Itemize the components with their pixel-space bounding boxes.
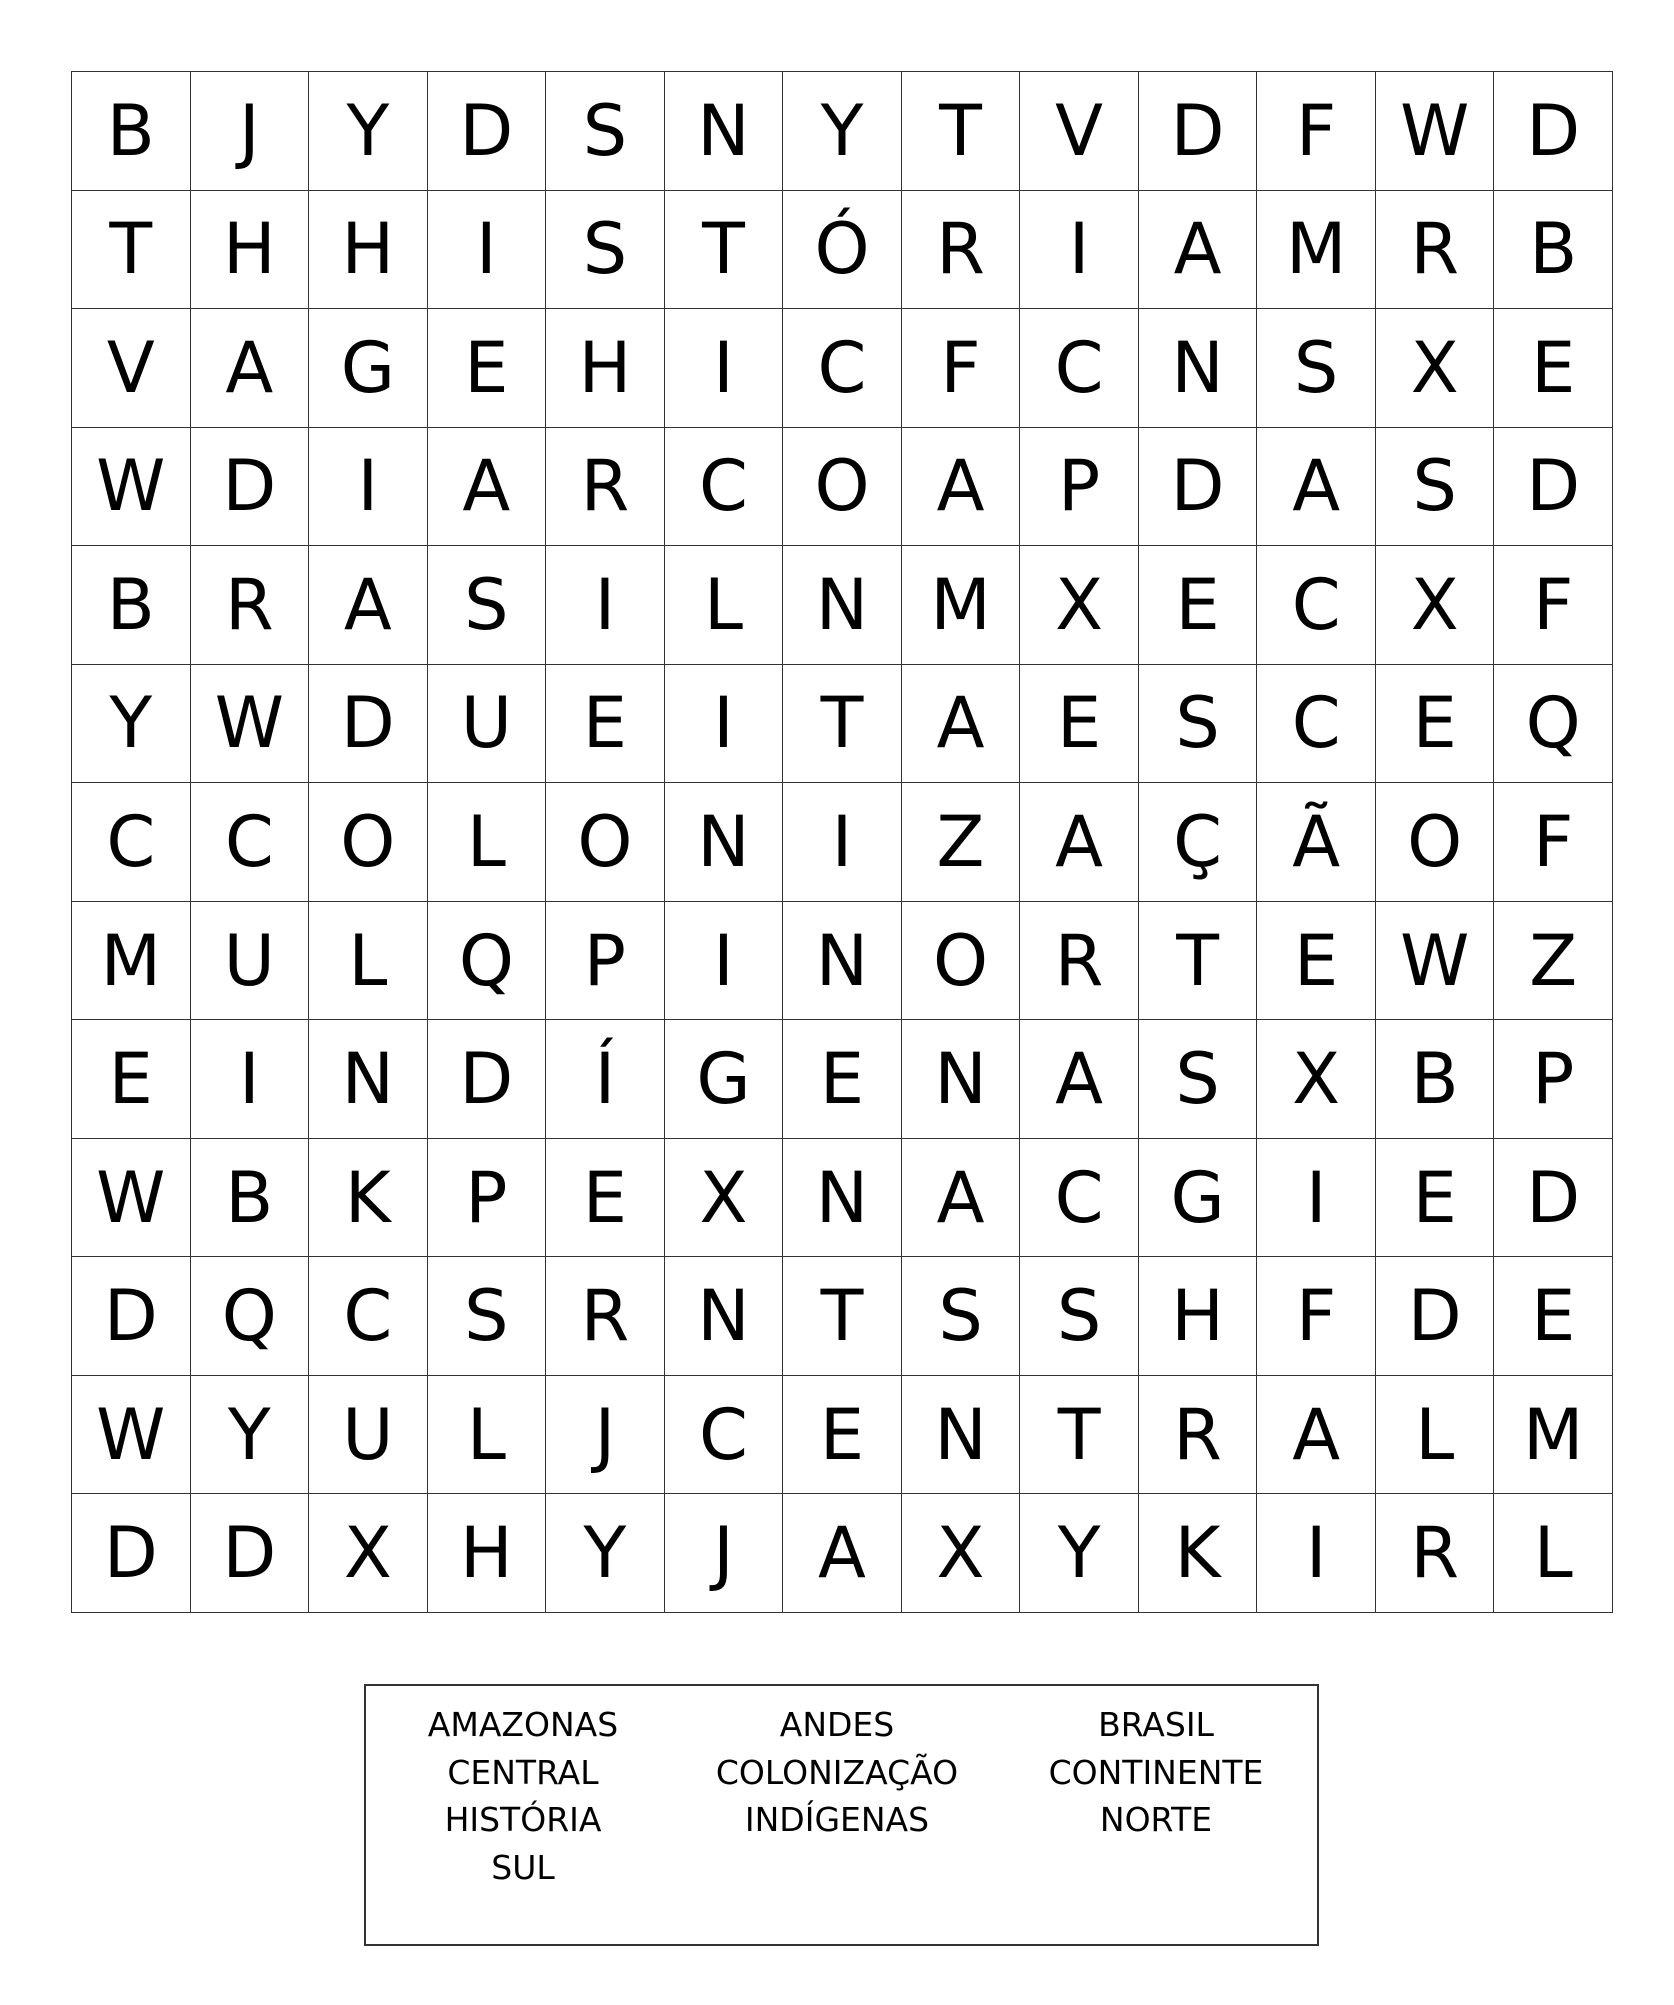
letter-cell[interactable]: S [546,72,665,191]
word-list-item: CENTRAL [447,1753,599,1792]
letter-cell[interactable]: O [309,783,428,902]
letter-cell[interactable]: I [1020,191,1139,310]
letter-cell[interactable]: V [1020,72,1139,191]
letter-cell[interactable]: T [902,72,1021,191]
letter-cell[interactable]: D [191,1494,310,1613]
letter-cell[interactable]: Q [191,1257,310,1376]
letter-cell[interactable]: E [1020,665,1139,784]
letter-cell[interactable]: P [1020,428,1139,547]
letter-cell[interactable]: A [1139,191,1258,310]
letter-cell[interactable]: G [309,309,428,428]
word-list-item: AMAZONAS [427,1705,619,1744]
letter-cell[interactable]: D [1139,428,1258,547]
letter-cell[interactable]: E [1376,665,1495,784]
letter-cell[interactable]: N [1139,309,1258,428]
letter-cell[interactable]: N [783,546,902,665]
letter-cell[interactable]: S [1020,1257,1139,1376]
letter-cell[interactable]: X [902,1494,1021,1613]
letter-cell[interactable]: I [1257,1494,1376,1613]
letter-cell[interactable]: R [1376,1494,1495,1613]
word-list-box [364,1684,1319,1946]
letter-cell[interactable]: P [546,902,665,1021]
letter-cell[interactable]: D [1494,72,1613,191]
letter-cell[interactable]: A [1257,1376,1376,1495]
letter-cell[interactable]: C [309,1257,428,1376]
letter-cell[interactable]: E [1494,309,1613,428]
letter-cell[interactable]: N [783,1139,902,1258]
letter-cell[interactable]: Ã [1257,783,1376,902]
letter-cell[interactable]: C [665,428,784,547]
letter-cell[interactable]: S [428,546,547,665]
word-list-item: SUL [491,1848,555,1887]
letter-cell[interactable]: C [191,783,310,902]
letter-cell[interactable]: E [72,1020,191,1139]
letter-cell[interactable]: H [191,191,310,310]
word-list-item: COLONIZAÇÃO [715,1753,959,1792]
letter-cell[interactable]: D [72,1494,191,1613]
letter-cell[interactable]: C [1257,665,1376,784]
letter-cell[interactable]: M [902,546,1021,665]
letter-cell[interactable]: N [902,1376,1021,1495]
letter-cell[interactable]: I [309,428,428,547]
letter-cell[interactable]: N [665,783,784,902]
letter-cell[interactable]: A [902,1139,1021,1258]
letter-cell[interactable]: N [309,1020,428,1139]
letter-cell[interactable]: Q [1494,665,1613,784]
letter-cell[interactable]: O [1376,783,1495,902]
letter-cell[interactable]: C [665,1376,784,1495]
letter-cell[interactable]: Y [783,72,902,191]
letter-cell[interactable]: J [546,1376,665,1495]
letter-cell[interactable]: I [783,783,902,902]
letter-cell[interactable]: R [1139,1376,1258,1495]
letter-cell[interactable]: I [1257,1139,1376,1258]
letter-cell[interactable]: D [428,1020,547,1139]
letter-cell[interactable]: W [72,1376,191,1495]
letter-cell[interactable]: O [902,902,1021,1021]
letter-cell[interactable]: Ó [783,191,902,310]
letter-cell[interactable]: W [1376,902,1495,1021]
letter-cell[interactable]: D [1494,1139,1613,1258]
letter-cell[interactable]: I [191,1020,310,1139]
letter-cell[interactable]: R [546,428,665,547]
letter-cell[interactable]: X [665,1139,784,1258]
word-search-grid [71,71,1613,1613]
letter-cell[interactable]: F [1494,546,1613,665]
letter-cell[interactable]: T [1139,902,1258,1021]
letter-cell[interactable]: H [428,1494,547,1613]
letter-cell[interactable]: S [1139,665,1258,784]
letter-cell[interactable]: I [665,665,784,784]
letter-cell[interactable]: A [1020,1020,1139,1139]
letter-cell[interactable]: B [1376,1020,1495,1139]
letter-cell[interactable]: E [546,1139,665,1258]
letter-cell[interactable]: G [665,1020,784,1139]
letter-cell[interactable]: S [428,1257,547,1376]
letter-cell[interactable]: E [1139,546,1258,665]
letter-cell[interactable]: Z [1494,902,1613,1021]
letter-cell[interactable]: R [902,191,1021,310]
letter-cell[interactable]: Y [191,1376,310,1495]
letter-cell[interactable]: S [1257,309,1376,428]
letter-cell[interactable]: U [428,665,547,784]
letter-cell[interactable]: I [665,902,784,1021]
letter-cell[interactable]: K [1139,1494,1258,1613]
letter-cell[interactable]: A [309,546,428,665]
letter-cell[interactable]: H [1139,1257,1258,1376]
letter-cell[interactable]: A [1257,428,1376,547]
letter-cell[interactable]: T [72,191,191,310]
letter-cell[interactable]: E [428,309,547,428]
letter-cell[interactable]: W [191,665,310,784]
letter-cell[interactable]: T [783,665,902,784]
letter-cell[interactable]: M [1257,191,1376,310]
letter-cell[interactable]: W [72,428,191,547]
letter-cell[interactable]: U [191,902,310,1021]
letter-cell[interactable]: P [1494,1020,1613,1139]
letter-cell[interactable]: M [1494,1376,1613,1495]
letter-cell[interactable]: L [665,546,784,665]
letter-cell[interactable]: W [1376,72,1495,191]
letter-cell[interactable]: X [1257,1020,1376,1139]
letter-cell[interactable]: D [191,428,310,547]
letter-cell[interactable]: T [665,191,784,310]
letter-cell[interactable]: X [309,1494,428,1613]
letter-cell[interactable]: R [191,546,310,665]
letter-cell[interactable]: L [428,1376,547,1495]
letter-cell[interactable]: B [72,546,191,665]
letter-cell[interactable]: C [1020,1139,1139,1258]
word-list-item: INDÍGENAS [744,1800,930,1839]
letter-cell[interactable]: A [783,1494,902,1613]
word-list-item: NORTE [1099,1800,1213,1839]
letter-cell[interactable]: F [902,309,1021,428]
letter-cell[interactable]: K [309,1139,428,1258]
letter-cell[interactable]: P [428,1139,547,1258]
letter-cell[interactable]: Ç [1139,783,1258,902]
word-list-item: CONTINENTE [1048,1753,1264,1792]
letter-cell[interactable]: J [665,1494,784,1613]
letter-cell[interactable]: D [309,665,428,784]
letter-cell[interactable]: X [1376,309,1495,428]
letter-cell[interactable]: R [1376,191,1495,310]
letter-cell[interactable]: L [428,783,547,902]
letter-cell[interactable]: D [428,72,547,191]
letter-cell[interactable]: T [1020,1376,1139,1495]
letter-cell[interactable]: B [72,72,191,191]
letter-cell[interactable]: W [72,1139,191,1258]
letter-cell[interactable]: E [1494,1257,1613,1376]
letter-cell[interactable]: S [1376,428,1495,547]
letter-cell[interactable]: X [1020,546,1139,665]
letter-cell[interactable]: X [1376,546,1495,665]
letter-cell[interactable]: D [1139,72,1258,191]
word-list-item: HISTÓRIA [444,1800,602,1839]
letter-cell[interactable]: Y [546,1494,665,1613]
letter-cell[interactable]: Z [902,783,1021,902]
letter-cell[interactable]: C [783,309,902,428]
letter-cell[interactable]: I [665,309,784,428]
letter-cell[interactable]: C [1257,546,1376,665]
letter-cell[interactable]: B [191,1139,310,1258]
letter-cell[interactable]: F [1257,72,1376,191]
letter-cell[interactable]: E [1376,1139,1495,1258]
letter-cell[interactable]: E [546,665,665,784]
letter-cell[interactable]: Í [546,1020,665,1139]
letter-cell[interactable]: A [428,428,547,547]
letter-cell[interactable]: C [1020,309,1139,428]
letter-cell[interactable]: I [428,191,547,310]
letter-cell[interactable]: O [546,783,665,902]
letter-cell[interactable]: G [1139,1139,1258,1258]
letter-cell[interactable]: J [191,72,310,191]
letter-cell[interactable]: A [191,309,310,428]
letter-cell[interactable]: Y [309,72,428,191]
letter-cell[interactable]: A [902,665,1021,784]
letter-cell[interactable]: F [1494,783,1613,902]
letter-cell[interactable]: N [665,72,784,191]
letter-cell[interactable]: H [309,191,428,310]
letter-cell[interactable]: M [72,902,191,1021]
letter-cell[interactable]: A [1020,783,1139,902]
letter-cell[interactable]: D [1376,1257,1495,1376]
letter-cell[interactable]: I [546,546,665,665]
letter-cell[interactable]: N [665,1257,784,1376]
letter-cell[interactable]: Q [428,902,547,1021]
word-list-item: ANDES [779,1705,895,1744]
letter-cell[interactable]: Y [1020,1494,1139,1613]
letter-cell[interactable]: F [1257,1257,1376,1376]
letter-cell[interactable]: L [1376,1376,1495,1495]
letter-cell[interactable]: L [309,902,428,1021]
letter-cell[interactable]: N [902,1020,1021,1139]
letter-cell[interactable]: D [72,1257,191,1376]
letter-cell[interactable]: V [72,309,191,428]
letter-cell[interactable]: A [902,428,1021,547]
word-list-item: BRASIL [1098,1705,1214,1744]
letter-cell[interactable]: O [783,428,902,547]
letter-cell[interactable]: H [546,309,665,428]
letter-cell[interactable]: S [546,191,665,310]
letter-cell[interactable]: E [783,1376,902,1495]
letter-cell[interactable]: R [1020,902,1139,1021]
letter-cell[interactable]: D [1494,428,1613,547]
letter-cell[interactable]: N [783,902,902,1021]
letter-cell[interactable]: C [72,783,191,902]
letter-cell[interactable]: L [1494,1494,1613,1613]
letter-cell[interactable]: Y [72,665,191,784]
letter-cell[interactable]: T [783,1257,902,1376]
letter-cell[interactable]: S [1139,1020,1258,1139]
letter-cell[interactable]: R [546,1257,665,1376]
letter-cell[interactable]: E [783,1020,902,1139]
letter-cell[interactable]: S [902,1257,1021,1376]
letter-cell[interactable]: U [309,1376,428,1495]
letter-cell[interactable]: E [1257,902,1376,1021]
letter-cell[interactable]: B [1494,191,1613,310]
